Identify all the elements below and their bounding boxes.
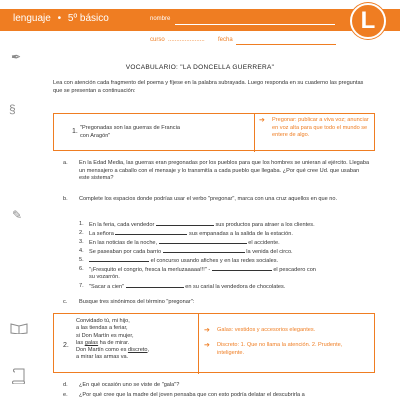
subject-name: lenguaje — [13, 13, 51, 24]
question-d-label: d. — [63, 382, 68, 388]
item-number: 6. — [79, 266, 84, 272]
vocab-box-2 — [53, 313, 375, 373]
item-text-before: En las noticias de la noche, — [89, 240, 158, 246]
box-divider — [198, 314, 199, 374]
course-label: curso — [150, 37, 165, 43]
list-item — [89, 266, 316, 273]
item-number: 5. — [79, 257, 84, 263]
open-book-icon — [10, 322, 28, 337]
item-text-after: la venida del circo. — [246, 249, 293, 255]
date-field[interactable] — [236, 44, 336, 45]
pencil-icon: ✎ — [12, 208, 23, 222]
item-text-after: el pescadero con — [273, 267, 316, 273]
page-title: VOCABULARIO: "LA DONCELLA GUERRERA" — [125, 64, 275, 71]
definition-discreto: Discreto: 1. Que no llama la atención. 2. Prudente, inteligente. — [217, 342, 343, 356]
header — [0, 0, 400, 50]
item-text-before: La señora — [89, 231, 114, 237]
item-text-before: Se paseaban por cada barrio — [89, 249, 162, 255]
question-e-text: ¿Por qué cree que la madre del joven pensaba que con esto podría delatar el descubrirla a — [79, 392, 305, 398]
arrow-icon: ➔ — [204, 327, 210, 334]
question-b-text: Complete los espacios donde podrías usar el verbo "pregonar", marca con una cruz aquellos en que no. — [79, 196, 338, 202]
list-item — [89, 283, 285, 290]
answer-blank[interactable] — [212, 266, 272, 271]
vocab-box-1 — [53, 113, 375, 151]
question-d-text: ¿En qué ocasión uno se viste de "gala"? — [79, 382, 180, 388]
underlined-word: galas — [84, 339, 99, 346]
item-text-before: "Sacar a cien" — [89, 284, 125, 290]
list-item — [89, 239, 280, 246]
question-c-label: c. — [63, 299, 68, 305]
item-number: 4. — [79, 248, 84, 254]
date-label: fecha — [218, 37, 233, 43]
name-label: nombre — [150, 16, 171, 22]
answer-blank[interactable] — [115, 230, 187, 235]
fragment-text: "Pregonadas son las guerras de Francia con Aragón" — [80, 125, 180, 139]
answer-blank[interactable] — [156, 221, 214, 226]
item-number: 2. — [79, 230, 84, 236]
item-text-after: el accidente. — [248, 240, 280, 246]
answer-blank[interactable] — [126, 283, 184, 288]
question-c-text: Busque tres sinónimos del término "pregonar": — [79, 299, 195, 305]
arrow-icon: ➔ — [259, 117, 265, 124]
box-number: 2. — [63, 342, 69, 349]
subject-label — [13, 13, 109, 24]
item-text-after: sus productos para atraer a los clientes. — [215, 222, 315, 228]
list-item — [89, 221, 315, 228]
item-continuation: su vozarrón. — [89, 274, 120, 280]
underlined-word: discreto — [127, 347, 148, 354]
intro-text: Lea con atención cada fragmento del poema y fíjese en la palabra subrayada. Luego responda en su cuaderno las preguntas que se presentan a continuación: — [53, 80, 364, 94]
poem-line: las galas ha de mirar. — [76, 339, 130, 346]
item-number: 7. — [79, 283, 84, 289]
item-number: 3. — [79, 239, 84, 245]
poem-line: a mirar las armas va. — [76, 354, 129, 361]
answer-blank[interactable] — [163, 248, 245, 253]
question-e-label: e. — [63, 392, 68, 398]
subject-bullet: • — [57, 13, 62, 24]
item-text-before: En la feria, cada vendedor — [89, 222, 155, 228]
item-number: 1. — [79, 221, 84, 227]
list-item — [89, 257, 278, 264]
item-text-before: "¡Fresquito el congrio, fresca la merluzaaaaa!!!" - — [89, 267, 211, 273]
name-field[interactable] — [175, 24, 335, 25]
poem-line: a las tiendas a feriar, — [76, 325, 128, 332]
item-text-after: sus empanadas a la salida de la estación. — [189, 231, 293, 237]
poem-line: Don Martín como es discreto, — [76, 347, 150, 354]
list-item — [89, 230, 293, 237]
answer-blank[interactable] — [89, 257, 149, 262]
poem-fragment — [76, 318, 149, 362]
box-number: 1. — [72, 128, 78, 135]
poem-line: Convidado tú, mi hijo, — [76, 318, 130, 324]
swirl-icon: § — [9, 102, 16, 116]
grade-label: 5º básico — [67, 13, 109, 24]
list-item — [89, 248, 293, 255]
item-text-after: en su carial la vendedora de chocolates. — [185, 284, 286, 290]
course-field[interactable]: ...................... — [168, 37, 205, 43]
definition-galas: Galas: vestidos y accesorios elegantes. — [217, 327, 316, 333]
question-a-label: a. — [63, 160, 68, 166]
scroll-icon — [12, 368, 26, 387]
box-divider — [254, 114, 255, 152]
poem-line: si Don Martín es mujer, — [76, 332, 134, 339]
arrow-icon: ➔ — [204, 342, 210, 349]
subject-badge: L — [350, 3, 386, 39]
question-a-text: En la Edad Media, las guerras eran pregonadas por los pueblos para que los hombres se unieran al ejército. Llegaba un mensajero a caballo con el mensaje y lo transmitía a cada pueblo que llegaba. ¿Por qué cree Ud. que usaban este sistema? — [79, 160, 370, 181]
quill-icon: ✒ — [11, 50, 22, 64]
definition-text: Pregonar: publicar a viva voz; anunciar en voz alta para que todo el mundo se entere de algo. — [272, 117, 369, 138]
question-b-label: b. — [63, 196, 68, 202]
item-text-after: el concurso usando afiches y en las redes sociales. — [150, 258, 279, 264]
answer-blank[interactable] — [159, 239, 247, 244]
